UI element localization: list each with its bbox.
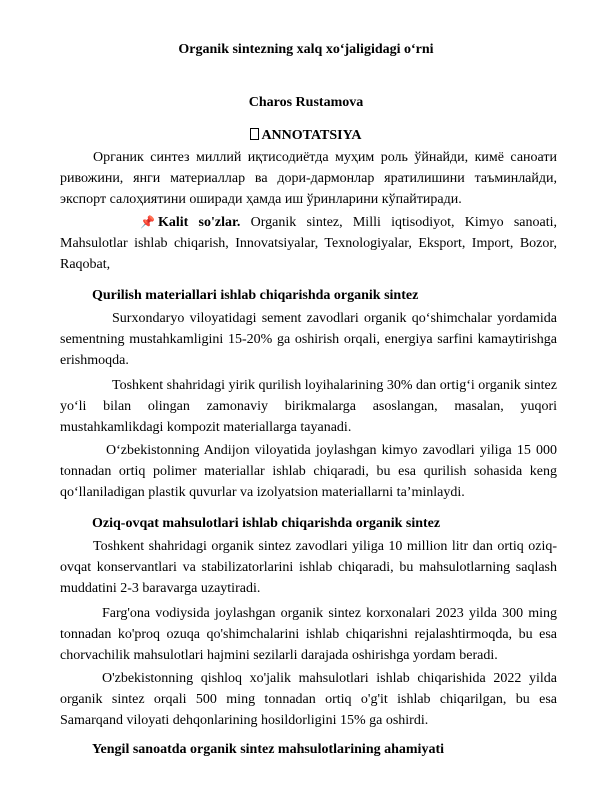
section-heading: Yengil sanoatda organik sintez mahsulotlarining ahamiyati xyxy=(92,742,444,757)
keywords-label: Kalit so'zlar. xyxy=(157,215,241,230)
annotation-heading-text: ANNOTATSIYA xyxy=(261,128,362,143)
pin-icon: 📌 xyxy=(140,215,155,229)
author-name: Charos Rustamova xyxy=(248,95,364,110)
section-paragraph: Toshkent shahridagi yirik qurilish loyihalarining 30% dan ortigʻi organik sintez yoʻli bilan olingan zamonaviy birikmalarga asoslangan, masalan, yuqori mustahkamlikdagi kompozit materiallarga tayanadi. xyxy=(60,378,557,435)
section-paragraph: Toshkent shahridagi organik sintez zavodlari yiliga 10 million litr dan ortiq oziq-ovqat konservantlari va stabilizatorlarini ishlab chiqaradi, bu mahsulotlarning saqlash muddatini 2-3 baravarga uzaytiradi. xyxy=(60,539,557,596)
missing-glyph-icon xyxy=(250,128,259,140)
section-paragraph: O'zbekistonning qishloq xo'jalik mahsulotlari ishlab chiqarishida 2022 yilda organik sintez orqali 500 ming tonnadan ortiq o'g'it ishlab chiqarilgan, bu esa Samarqand viloyati dehqonlarining hosildorligini 15% ga oshirdi. xyxy=(60,671,557,728)
keywords-text: Organik sintez, Milli iqtisodiyot, Kimyo sanoati, Mahsulotlar ishlab chiqarish, Innovatsiyalar, Texnologiyalar, Eksport, Import, Bozor, Raqobat, xyxy=(60,215,558,272)
section-heading: Oziq-ovqat mahsulotlari ishlab chiqarishda organik sintez xyxy=(92,516,441,531)
document-title: Organik sintezning xalq xoʻjaligidagi oʻrni xyxy=(178,42,434,57)
section-paragraph: Oʻzbekistonning Andijon viloyatida joylashgan kimyo zavodlari yiliga 15 000 tonnadan ortiq polimer materiallar ishlab chiqaradi, bu esa qurilish sohasida keng qoʻllaniladigan plastik quvurlar va izolyatsion materiallarni taʼminlaydi. xyxy=(60,443,557,500)
section-heading: Qurilish materiallari ishlab chiqarishda organik sintez xyxy=(92,288,419,303)
keywords-paragraph xyxy=(60,212,557,275)
section-paragraph: Farg'ona vodiysida joylashgan organik sintez korxonalari 2023 yilda 300 ming tonnadan ko'proq ozuqa qo'shimchalarini ishlab chiqarishni rejalashtirmoqda, bu esa chorvachilik mahsulotlari hajmini sezilarli darajada oshirishga yordam beradi. xyxy=(60,606,557,663)
annotation-text: Органик синтез миллий иқтисодиётда муҳим роль ўйнайди, кимё саноати ривожини, янги материаллар ва дори-дармонлар яратилишини таъминлайди, экспорт салоҳиятини оширади ҳамда иш ўринларини кўпайтиради. xyxy=(60,150,557,207)
annotation-heading xyxy=(0,128,612,144)
section-paragraph: Surxondaryo viloyatidagi sement zavodlari organik qoʻshimchalar yordamida sementning mustahkamligini 15-20% ga oshirish orqali, energiya sarfini kamaytirishga erishmoqda. xyxy=(60,311,557,368)
